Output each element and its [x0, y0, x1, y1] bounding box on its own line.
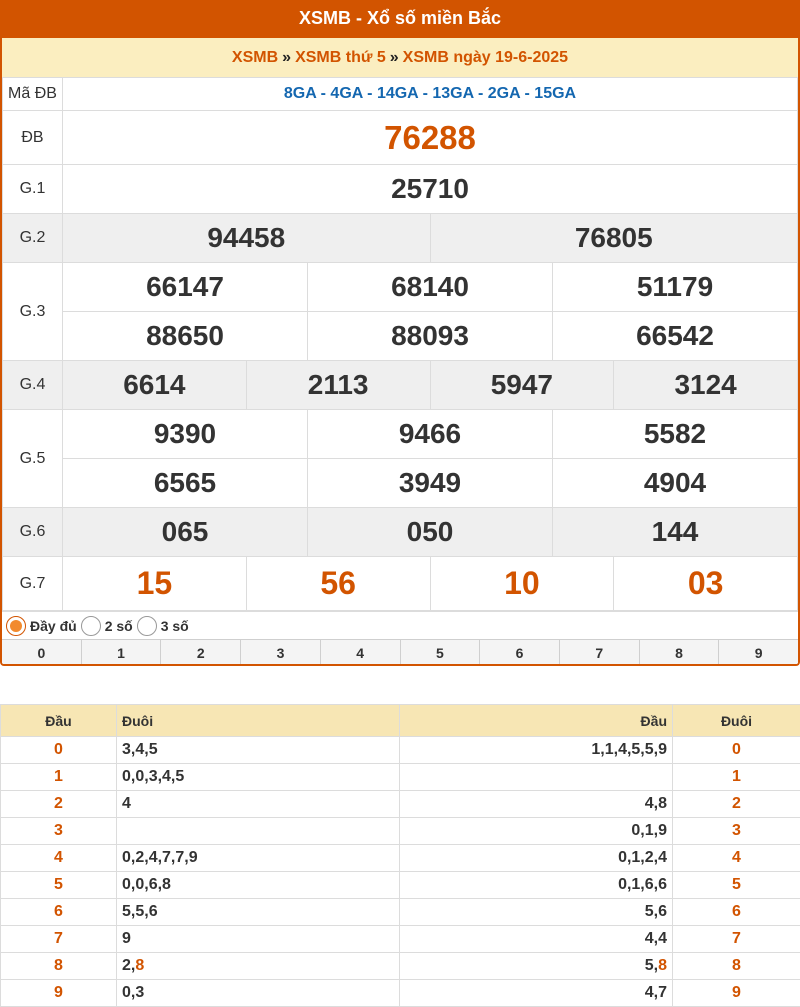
g3-label: G.3	[3, 263, 63, 361]
prize-4-3: 5947	[491, 369, 553, 401]
digit-filter-4[interactable]: 4	[320, 640, 400, 666]
tail-digit: 4	[673, 845, 800, 872]
tail-digit: 7	[673, 926, 800, 953]
radio-2-digits[interactable]	[81, 616, 101, 636]
digit-filter-2[interactable]: 2	[160, 640, 240, 666]
g4-label: G.4	[3, 361, 63, 410]
table-row	[1, 737, 800, 764]
g1-label: G.1	[3, 165, 63, 214]
digit-filter-5[interactable]: 5	[400, 640, 480, 666]
col-duoi: Đuôi	[117, 705, 400, 737]
radio-3-digits[interactable]	[137, 616, 157, 636]
results-table	[2, 77, 798, 611]
head-list: 4,8	[400, 791, 673, 818]
head-list: 0,1,6,6	[400, 872, 673, 899]
page-title: XSMB - Xổ số miền Bắc	[2, 0, 798, 38]
g6-label: G.6	[3, 508, 63, 557]
option-full[interactable]: Đầy đủ	[6, 616, 77, 636]
head-digit: 0	[1, 737, 117, 764]
prize-6-3: 144	[652, 516, 699, 548]
head-list: 4,4	[400, 926, 673, 953]
head-digit: 9	[1, 980, 117, 1007]
prize-7-3: 10	[504, 565, 540, 602]
tail-list: 9	[117, 926, 400, 953]
tail-list: 3,4,5	[117, 737, 400, 764]
special-hit: 8	[658, 957, 667, 974]
tail-list: 0,2,4,7,7,9	[117, 845, 400, 872]
special-prize: 76288	[384, 119, 476, 156]
breadcrumb-xsmb[interactable]: XSMB	[232, 49, 278, 66]
prize-3-3: 51179	[637, 271, 713, 303]
prize-4-2: 2113	[308, 369, 369, 401]
table-row	[1, 926, 800, 953]
prize-3-2: 68140	[391, 271, 469, 303]
tail-list: 2,8	[117, 953, 400, 980]
tail-digit: 3	[673, 818, 800, 845]
head-list	[400, 764, 673, 791]
head-digit: 7	[1, 926, 117, 953]
head-list: 5,8	[400, 953, 673, 980]
digit-filter-0[interactable]: 0	[2, 640, 81, 666]
prize-5-5: 3949	[399, 467, 461, 499]
prize-7-2: 56	[320, 565, 356, 602]
table-row	[1, 872, 800, 899]
table-row	[1, 845, 800, 872]
table-row	[1, 791, 800, 818]
prize-4-4: 3124	[674, 369, 736, 401]
prize-5-4: 6565	[154, 467, 216, 499]
head-list: 4,7	[400, 980, 673, 1007]
prize-7-1: 15	[137, 565, 173, 602]
option-3-digits[interactable]: 3 số	[137, 616, 189, 636]
tail-digit: 9	[673, 980, 800, 1007]
tail-digit: 1	[673, 764, 800, 791]
prize-2-1: 94458	[207, 222, 285, 254]
head-digit: 5	[1, 872, 117, 899]
head-digit: 1	[1, 764, 117, 791]
prize-7-4: 03	[688, 565, 724, 602]
ma-db-codes: 8GA - 4GA - 14GA - 13GA - 2GA - 15GA	[63, 78, 798, 111]
prize-6-1: 065	[162, 516, 209, 548]
radio-full[interactable]	[6, 616, 26, 636]
tail-list: 4	[117, 791, 400, 818]
breadcrumb-separator: »	[390, 49, 399, 66]
head-digit: 6	[1, 899, 117, 926]
g7-label: G.7	[3, 557, 63, 611]
digit-filter-7[interactable]: 7	[559, 640, 639, 666]
option-2-digits[interactable]: 2 số	[81, 616, 133, 636]
tail-digit: 0	[673, 737, 800, 764]
prize-5-6: 4904	[644, 467, 706, 499]
tail-digit: 8	[673, 953, 800, 980]
head-list: 5,6	[400, 899, 673, 926]
db-label: ĐB	[3, 111, 63, 165]
prize-5-3: 5582	[644, 418, 706, 450]
head-list: 0,1,2,4	[400, 845, 673, 872]
special-hit: 8	[135, 957, 144, 974]
head-list: 1,1,4,5,5,9	[400, 737, 673, 764]
table-row	[1, 980, 800, 1007]
breadcrumb-thu5[interactable]: XSMB thứ 5	[295, 49, 386, 66]
prize-4-1: 6614	[123, 369, 185, 401]
prize-3-6: 66542	[636, 320, 714, 352]
head-digit: 3	[1, 818, 117, 845]
prize-5-2: 9466	[399, 418, 461, 450]
head-digit: 8	[1, 953, 117, 980]
prize-3-1: 66147	[146, 271, 224, 303]
tail-digit: 6	[673, 899, 800, 926]
head-digit: 4	[1, 845, 117, 872]
col-dau: Đầu	[1, 705, 117, 737]
loto-table	[0, 704, 800, 1007]
display-options	[2, 611, 798, 639]
breadcrumb	[2, 38, 798, 77]
col-dau: Đầu	[400, 705, 673, 737]
tail-list: 0,0,6,8	[117, 872, 400, 899]
prize-5-1: 9390	[154, 418, 216, 450]
prize-3-5: 88093	[391, 320, 469, 352]
g5-label: G.5	[3, 410, 63, 508]
ma-db-label: Mã ĐB	[3, 78, 63, 111]
head-list: 0,1,9	[400, 818, 673, 845]
table-row	[1, 764, 800, 791]
tail-list	[117, 818, 400, 845]
col-duoi: Đuôi	[673, 705, 800, 737]
breadcrumb-date[interactable]: XSMB ngày 19-6-2025	[403, 49, 568, 66]
digit-filter-8[interactable]: 8	[639, 640, 719, 666]
head-digit: 2	[1, 791, 117, 818]
prize-3-4: 88650	[146, 320, 224, 352]
g2-label: G.2	[3, 214, 63, 263]
digit-filter-bar	[2, 639, 798, 666]
digit-filter-3[interactable]: 3	[240, 640, 320, 666]
tail-digit: 2	[673, 791, 800, 818]
table-row	[1, 818, 800, 845]
digit-filter-6[interactable]: 6	[479, 640, 559, 666]
tail-digit: 5	[673, 872, 800, 899]
breadcrumb-separator: »	[282, 49, 291, 66]
prize-1: 25710	[391, 173, 469, 204]
tail-list: 0,3	[117, 980, 400, 1007]
tail-list: 5,5,6	[117, 899, 400, 926]
table-row	[1, 899, 800, 926]
prize-2-2: 76805	[575, 222, 653, 254]
prize-6-2: 050	[407, 516, 454, 548]
digit-filter-9[interactable]: 9	[718, 640, 798, 666]
digit-filter-1[interactable]: 1	[81, 640, 161, 666]
table-row	[1, 953, 800, 980]
tail-list: 0,0,3,4,5	[117, 764, 400, 791]
